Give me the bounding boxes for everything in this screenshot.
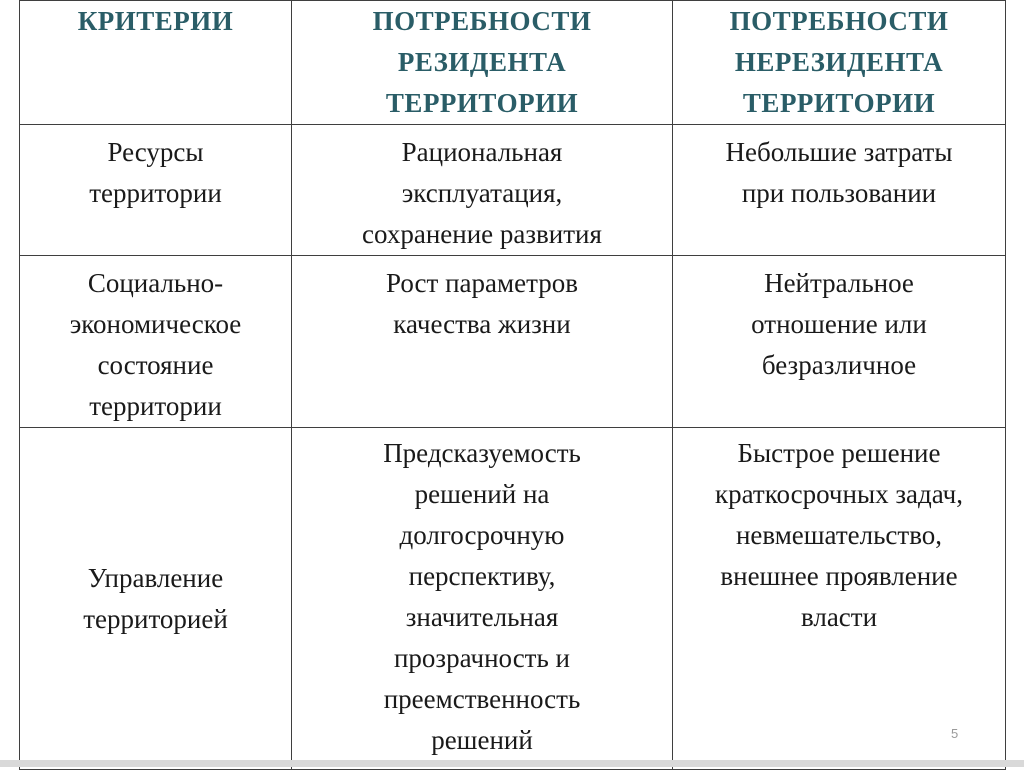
nonresident-cell xyxy=(673,125,1006,256)
criterion-cell xyxy=(20,256,292,428)
criterion-text: Социально- экономическое состояние территории xyxy=(69,268,242,421)
nonresident-text: Быстрое решение краткосрочных задач, невмешательство, внешнее проявление власти xyxy=(715,438,963,632)
header-criteria-text: КРИТЕРИИ xyxy=(77,6,234,36)
header-nonresident-needs xyxy=(673,1,1006,125)
nonresident-cell xyxy=(673,428,1006,770)
criteria-table xyxy=(19,0,1006,770)
resident-cell xyxy=(292,428,673,770)
table-row xyxy=(20,125,1006,256)
header-resident-needs xyxy=(292,1,673,125)
table-row xyxy=(20,428,1006,770)
header-nonresident-needs-text: ПОТРЕБНОСТИ НЕРЕЗИДЕНТА ТЕРРИТОРИИ xyxy=(729,6,949,118)
criterion-text: Управление территорией xyxy=(83,562,228,634)
nonresident-text: Нейтральное отношение или безразличное xyxy=(751,268,927,380)
resident-text: Рациональная эксплуатация, сохранение развития xyxy=(362,137,602,249)
nonresident-cell xyxy=(673,256,1006,428)
page-number: 5 xyxy=(951,726,959,741)
criterion-text: Ресурсы территории xyxy=(89,137,222,208)
resident-cell xyxy=(292,256,673,428)
criterion-cell xyxy=(20,125,292,256)
slide-bottom-edge xyxy=(0,760,1024,767)
resident-text: Предсказуемость решений на долгосрочную перспективу, значительная прозрачность и преемственность решений xyxy=(383,438,581,755)
header-criteria xyxy=(20,1,292,125)
header-resident-needs-text: ПОТРЕБНОСТИ РЕЗИДЕНТА ТЕРРИТОРИИ xyxy=(372,6,592,118)
resident-text: Рост параметров качества жизни xyxy=(386,268,578,339)
criterion-cell xyxy=(20,428,292,770)
table-row xyxy=(20,256,1006,428)
resident-cell xyxy=(292,125,673,256)
table-header-row xyxy=(20,1,1006,125)
nonresident-text: Небольшие затраты при пользовании xyxy=(725,137,953,208)
